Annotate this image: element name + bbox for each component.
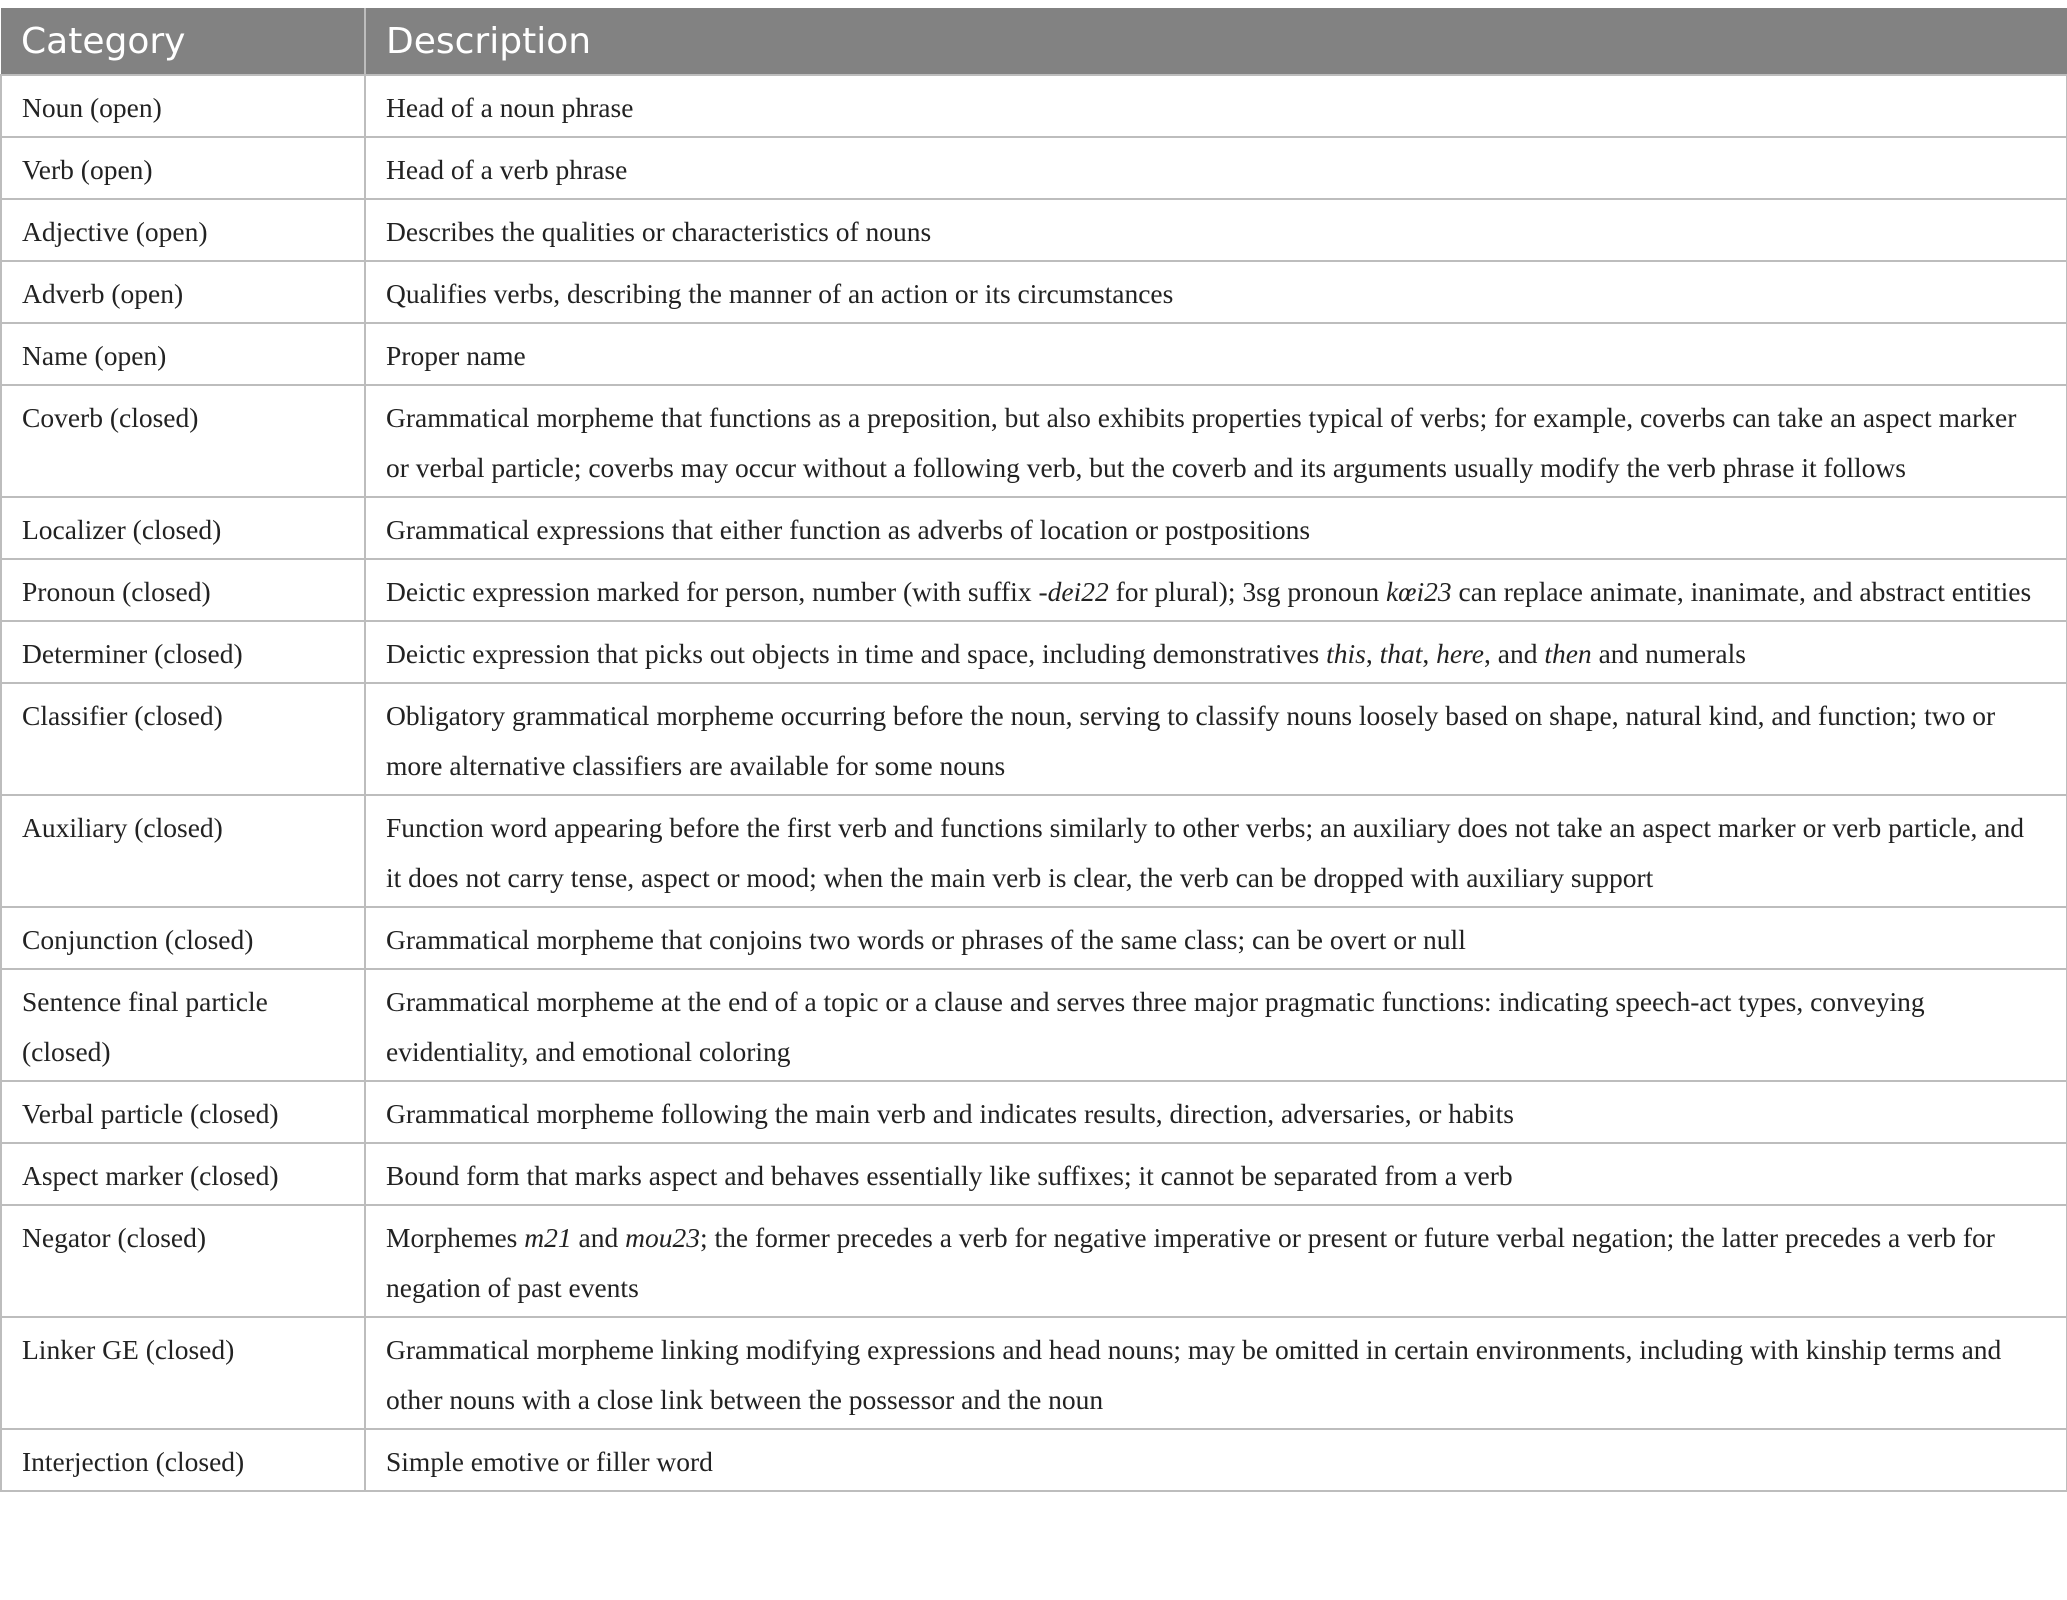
description-text: Deictic expression that picks out objects in time and space, including demonstratives [386,638,1327,669]
table-row [1,1081,2067,1143]
description-text: , [1365,638,1380,669]
table-row [1,199,2067,261]
description-cell: Grammatical morpheme that functions as a preposition, but also exhibits properties typical of verbs; for example, coverbs can take an aspect marker or verbal particle; coverbs may occur without a following verb, but the coverb and its arguments usually modify the verb phrase it follows [365,385,2067,497]
description-cell: Bound form that marks aspect and behaves essentially like suffixes; it cannot be separated from a verb [365,1143,2067,1205]
description-cell [365,559,2067,621]
category-table [0,8,2067,1492]
table-row [1,1429,2067,1491]
demonstrative-term: that [1379,638,1423,669]
description-cell: Head of a verb phrase [365,137,2067,199]
table-row [1,1205,2067,1317]
description-text: , and [1483,638,1545,669]
category-cell: Conjunction (closed) [1,907,365,969]
description-text: can replace animate, inanimate, and abstract entities [1451,576,2032,607]
category-cell: Auxiliary (closed) [1,795,365,907]
description-cell: Grammatical morpheme that conjoins two words or phrases of the same class; can be overt or null [365,907,2067,969]
description-text: ; the former precedes a verb for negative imperative or present or future verbal negation; the latter precedes a verb for negation of past events [386,1222,1995,1303]
morpheme-term: mou23 [625,1222,700,1253]
pronoun-term: kœi23 [1385,576,1452,607]
table-row [1,795,2067,907]
demonstrative-term: here [1436,638,1484,669]
demonstrative-term: then [1544,638,1592,669]
description-cell: Grammatical morpheme at the end of a topic or a clause and serves three major pragmatic functions: indicating speech-act types, conveying evidentiality, and emotional coloring [365,969,2067,1081]
table-row [1,1143,2067,1205]
description-cell: Describes the qualities or characteristics of nouns [365,199,2067,261]
description-cell [365,1205,2067,1317]
morpheme-term: m21 [524,1222,572,1253]
category-cell: Negator (closed) [1,1205,365,1317]
table-row [1,385,2067,497]
description-cell: Grammatical morpheme following the main verb and indicates results, direction, adversaries, or habits [365,1081,2067,1143]
category-cell: Localizer (closed) [1,497,365,559]
description-text: and [571,1222,626,1253]
category-cell: Linker GE (closed) [1,1317,365,1429]
category-cell: Sentence final particle (closed) [1,969,365,1081]
category-cell: Classifier (closed) [1,683,365,795]
description-cell: Function word appearing before the first verb and functions similarly to other verbs; an auxiliary does not take an aspect marker or verb particle, and it does not carry tense, aspect or mood; when the main verb is clear, the verb can be dropped with auxiliary support [365,795,2067,907]
category-cell: Pronoun (closed) [1,559,365,621]
category-cell: Name (open) [1,323,365,385]
description-cell: Grammatical expressions that either function as adverbs of location or postpositions [365,497,2067,559]
description-text: , [1422,638,1437,669]
description-text: Morphemes [386,1222,525,1253]
table-row [1,261,2067,323]
category-cell: Aspect marker (closed) [1,1143,365,1205]
description-text: and numerals [1591,638,1746,669]
table-row [1,559,2067,621]
category-cell: Verbal particle (closed) [1,1081,365,1143]
table-row [1,621,2067,683]
header-category: Category [1,8,365,75]
table-row [1,323,2067,385]
category-cell: Adverb (open) [1,261,365,323]
description-cell: Grammatical morpheme linking modifying expressions and head nouns; may be omitted in certain environments, including with kinship terms and other nouns with a close link between the possessor and the noun [365,1317,2067,1429]
table-row [1,969,2067,1081]
description-cell: Head of a noun phrase [365,75,2067,137]
description-text: Deictic expression marked for person, number (with suffix [386,576,1039,607]
description-cell: Proper name [365,323,2067,385]
category-cell: Determiner (closed) [1,621,365,683]
category-cell: Adjective (open) [1,199,365,261]
category-cell: Interjection (closed) [1,1429,365,1491]
category-table-container [0,8,2067,1492]
category-cell: Verb (open) [1,137,365,199]
header-description: Description [365,8,2067,75]
category-cell: Coverb (closed) [1,385,365,497]
table-row [1,683,2067,795]
description-cell: Simple emotive or filler word [365,1429,2067,1491]
description-cell [365,621,2067,683]
description-text: for plural); 3sg pronoun [1108,576,1386,607]
table-row [1,137,2067,199]
demonstrative-term: this [1326,638,1366,669]
header-row [1,8,2067,75]
category-cell: Noun (open) [1,75,365,137]
suffix-term: -dei22 [1038,576,1109,607]
description-cell: Obligatory grammatical morpheme occurring before the noun, serving to classify nouns loosely based on shape, natural kind, and function; two or more alternative classifiers are available for some nouns [365,683,2067,795]
description-cell: Qualifies verbs, describing the manner of an action or its circumstances [365,261,2067,323]
table-row [1,497,2067,559]
table-row [1,1317,2067,1429]
table-row [1,75,2067,137]
table-row [1,907,2067,969]
